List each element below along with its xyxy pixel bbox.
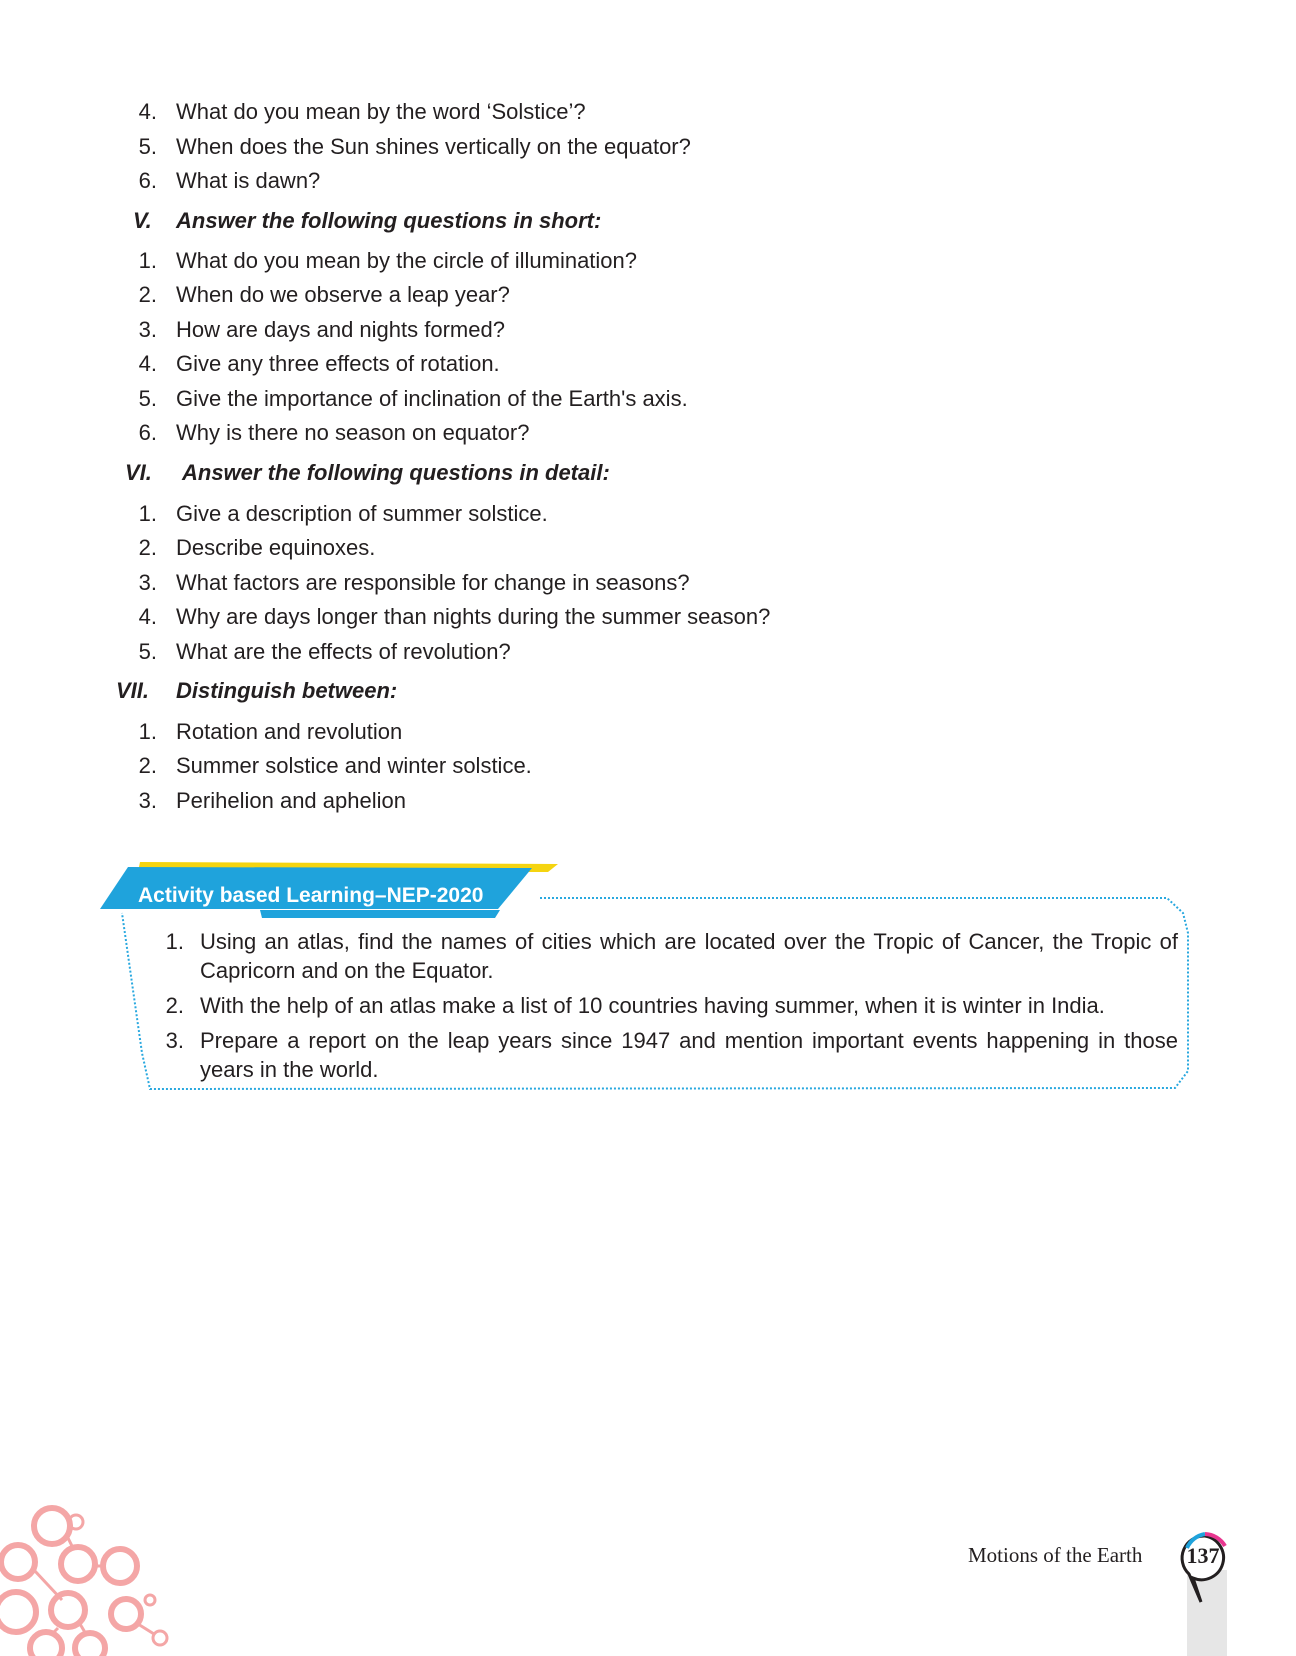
question-number: 1.: [138, 248, 157, 273]
decorative-circles-graphic: [0, 1500, 180, 1656]
activity-item: [160, 1026, 1180, 1084]
question-number: 2.: [138, 535, 157, 560]
question-number: 2.: [138, 753, 157, 778]
question-number: 6.: [138, 420, 157, 445]
question-text: When do we observe a leap year?: [176, 282, 510, 307]
section-roman-numeral: VII.: [116, 678, 150, 703]
question-number: 4.: [138, 99, 157, 124]
question-text: Give a description of summer solstice.: [176, 501, 548, 526]
question-text: Rotation and revolution: [176, 719, 403, 744]
question-number: 3.: [138, 317, 157, 342]
activity-item: [160, 927, 1180, 985]
question-number: 6.: [138, 168, 157, 193]
question-text: What factors are responsible for change in seasons?: [176, 570, 690, 595]
question-text: Summer solstice and winter solstice.: [176, 753, 532, 778]
question-number: 4.: [138, 604, 157, 629]
question-number: 5.: [138, 386, 157, 411]
question-text: When does the Sun shines vertically on the equator?: [176, 134, 691, 159]
question-text: How are days and nights formed?: [176, 317, 505, 342]
question-text: What is dawn?: [176, 168, 321, 193]
activity-title: Activity based Learning–NEP-2020: [138, 884, 484, 907]
question-text: Why is there no season on equator?: [176, 420, 530, 445]
question-text: Why are days longer than nights during the summer season?: [176, 604, 771, 629]
footer-chapter-title: Motions of the Earth: [968, 1543, 1143, 1567]
question-number: 2.: [138, 282, 157, 307]
section-roman-numeral: VI.: [125, 460, 152, 485]
question-number: 3.: [138, 570, 157, 595]
activity-number: 1.: [165, 929, 184, 954]
question-number: 1.: [138, 719, 157, 744]
question-number: 3.: [138, 788, 157, 813]
question-text: Give the importance of inclination of the Earth's axis.: [176, 386, 688, 411]
question-text: Describe equinoxes.: [176, 535, 376, 560]
activity-number: 3.: [165, 1028, 184, 1053]
question-number: 5.: [138, 639, 157, 664]
activity-text: Prepare a report on the leap years since 1947 and mention important events happening in those years in the world.: [200, 1028, 1178, 1082]
question-number: 4.: [138, 351, 157, 376]
activity-text: With the help of an atlas make a list of 10 countries having summer, when it is winter in India.: [200, 993, 1105, 1018]
question-number: 1.: [138, 501, 157, 526]
question-text: What do you mean by the word ‘Solstice’?: [176, 99, 586, 124]
question-text: Perihelion and aphelion: [176, 788, 406, 813]
section-title: Answer the following questions in detail:: [182, 460, 610, 485]
question-text: What are the effects of revolution?: [176, 639, 511, 664]
section-title: Answer the following questions in short:: [176, 208, 602, 233]
activity-number: 2.: [165, 993, 184, 1018]
section-roman-numeral: V.: [133, 208, 152, 233]
section-title: Distinguish between:: [176, 678, 398, 703]
page-number: 137: [1186, 1543, 1220, 1568]
question-text: What do you mean by the circle of illumination?: [176, 248, 638, 273]
activity-text: Using an atlas, find the names of cities which are located over the Tropic of Cancer, the Tropic of Capricorn and on the Equator.: [200, 929, 1178, 983]
question-text: Give any three effects of rotation.: [176, 351, 500, 376]
question-number: 5.: [138, 134, 157, 159]
activity-item: [160, 991, 1180, 1020]
